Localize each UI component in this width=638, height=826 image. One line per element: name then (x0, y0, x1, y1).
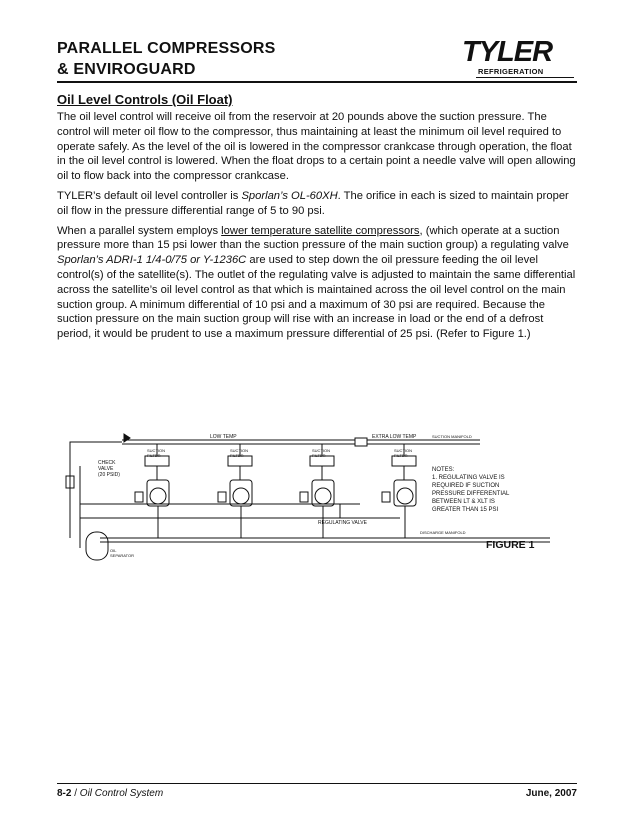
compressor-motor (150, 488, 166, 504)
low-temp-label: LOW TEMP (210, 434, 237, 440)
logo-subtitle: REFRIGERATION (478, 67, 544, 76)
logo-underline (476, 77, 574, 78)
tyler-logo (456, 36, 576, 80)
page-separator: / (71, 788, 80, 799)
notes-line-6: GREATER THAN 15 PSI (432, 507, 499, 513)
footer-page-ref (57, 788, 163, 799)
extra-low-temp-label: EXTRA LOW TEMP (372, 434, 417, 440)
compressor-motor (315, 488, 331, 504)
section-title: Oil Level Controls (Oil Float) (57, 92, 233, 107)
suction-filter-label: SUCTION (147, 448, 165, 453)
document-title (57, 38, 276, 80)
body-text (57, 110, 577, 347)
logo-word: TYLER (462, 36, 553, 68)
check-valve-label-3: (20 PSID) (98, 472, 120, 478)
compressor-motor (397, 488, 413, 504)
figure-label: FIGURE 1 (486, 539, 535, 551)
oil-separator-label-2: SEPARATOR (110, 553, 135, 558)
notes-line-4: PRESSURE DIFFERENTIAL (432, 491, 510, 497)
p3-text-b: , (which operate at a suction pressure more than 15 psi lower than the suction pressure of the main suction group) a regulating valve (57, 224, 569, 252)
manifold-divider (355, 438, 367, 446)
regulating-valve-label: REGULATING VALVE (318, 520, 367, 526)
footer-rule (57, 783, 577, 784)
check-valve-symbol (124, 434, 130, 442)
p2-text-b: . The orifice in each is sized to maintain proper oil flow in the pressure differential range of 5 to 90 psi. (57, 189, 569, 217)
paragraph-3 (57, 224, 577, 342)
suction-filter-label: FILTER (230, 453, 244, 458)
oil-level-control (382, 492, 390, 502)
figure-1-diagram (60, 428, 580, 578)
p2-product-name: Sporlan’s OL-60XH (241, 189, 338, 202)
oil-separator (86, 532, 108, 560)
footer-date: June, 2007 (525, 788, 577, 799)
page-section: Oil Control System (79, 788, 164, 799)
p3-text-a: When a parallel system employs (57, 224, 222, 237)
paragraph-2 (57, 189, 577, 219)
page-number: 8-2 (57, 788, 72, 799)
paragraph-1: The oil level control will receive oil from the reservoir at 20 pounds above the suction pressure. The control will meter oil flow to the compressor, thus maintaining at least the minimum oil level required to operate safely. As the level of the oil is lowered in the compressor crankcase through operation, the float in the oil level control is lowered. When the float drops to a certain point a needle valve will open allowing oil to flow back into the compressor crankcase. (57, 111, 576, 183)
suction-manifold-label: SUCTION MANIFOLD (432, 434, 472, 439)
oil-supply-line (70, 442, 122, 538)
title-line-2: & ENVIROGUARD (57, 61, 196, 78)
suction-filter-label: SUCTION (230, 448, 248, 453)
oil-level-control (135, 492, 143, 502)
oil-separator-label-1: OIL (110, 548, 117, 553)
suction-filter-label: FILTER (147, 453, 161, 458)
compressor-motor (233, 488, 249, 504)
suction-filter-label: SUCTION (312, 448, 330, 453)
suction-filter-label: FILTER (312, 453, 326, 458)
notes-line-5: BETWEEN LT & XLT IS (432, 499, 495, 505)
oil-level-control (218, 492, 226, 502)
notes-line-1: NOTES: (432, 467, 455, 473)
notes-line-3: REQUIRED IF SUCTION (432, 483, 500, 489)
oil-level-control (300, 492, 308, 502)
check-valve-label-2: VALVE (98, 466, 114, 472)
p3-text-c: are used to step down the oil pressure feeding the oil level control(s) of the satellite(s). The outlet of the regulating valve is adjusted to maintain the same differential across the satellite’s oil level control as that which is maintained across the oil level control on the main suction group. A minimum differential of 10 psi and a maximum of 30 psi are required. Because the suction pressure on the main suction group will rise with an increase in load or the end of a defrost period, it would be prudent to use a maximum pressure differential of 25 psi. (Refer to Figure 1.) (57, 254, 576, 341)
discharge-manifold-label: DISCHARGE MANIFOLD (420, 530, 466, 535)
suction-filter-label: FILTER (394, 453, 408, 458)
suction-filter-label: SUCTION (394, 448, 412, 453)
header-rule (57, 81, 577, 83)
p3-product-name: Sporlan’s ADRI-1 1/4-0/75 or Y-1236C (57, 254, 247, 267)
title-line-1: PARALLEL COMPRESSORS (57, 40, 276, 57)
check-valve-label-1: CHECK (98, 460, 116, 466)
p2-text-a: TYLER’s default oil level controller is (57, 189, 242, 202)
notes-line-2: 1. REGULATING VALVE IS (432, 475, 505, 481)
p3-underlined-term: lower temperature satellite compressors (221, 224, 420, 237)
